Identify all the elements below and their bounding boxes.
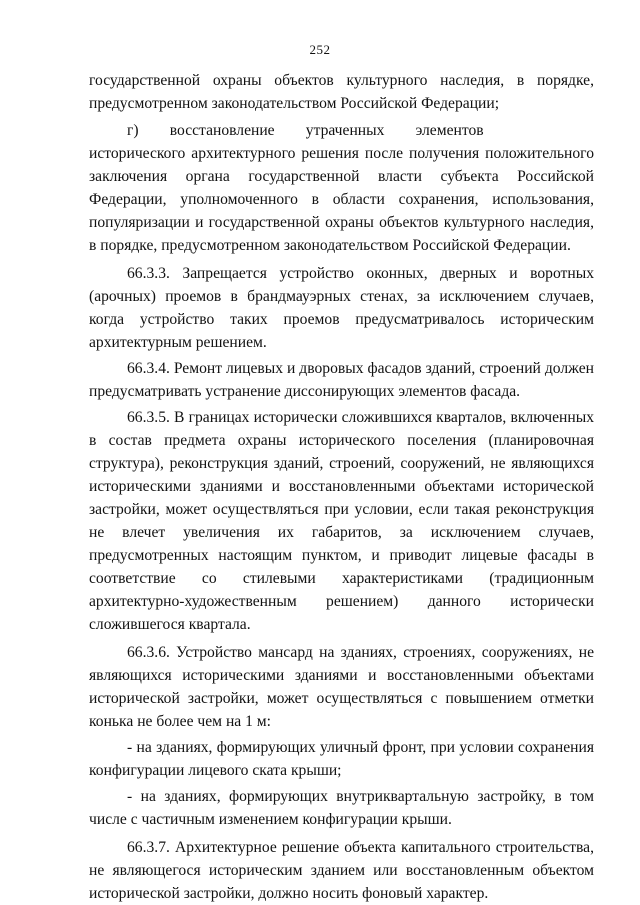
paragraph-66-3-5: 66.3.5. В границах исторически сложившихся кварталов, включенных в состав предмета охраны исторического поселения (планировочная структура), реконструкция зданий, строений, сооружений, не являющихся историческими зданиями и восстановленными объектами исторической застройки, может осуществляться при условии, если такая реконструкция не влечет увеличения их габаритов, за исключением случаев, предусмотренных настоящим пунктом, и приводит лицевые фасады в соответствие со стилевыми характеристиками (традиционным архитектурно-художественным решением) данного исторически сложившегося квартала. [89,409,594,633]
paragraph-66-3-3: 66.3.3. Запрещается устройство оконных, дверных и воротных (арочных) проемов в брандмауэрных стенах, за исключением случаев, когда устройство таких проемов предусматривалось историческим архитектурным решением. [89,265,594,351]
paragraph-continuation: государственной охраны объектов культурного наследия, в порядке, предусмотренном законодательством Российской Федерации; [89,72,594,112]
list-item-inner-block: - на зданиях, формирующих внутриквартальную застройку, в том числе с частичным изменением конфигурации крыши. [89,788,594,828]
paragraph-66-3-4: 66.3.4. Ремонт лицевых и дворовых фасадов зданий, строений должен предусматривать устранение диссонирующих элементов фасада. [89,360,594,400]
paragraph-item-g: г) восстановление утраченных элементов исторического архитектурного решения после получения положительного заключения органа государственной власти субъекта Российской Федерации, уполномоченного в области сохранения, использования, популяризации и государственной охраны объектов культурного наследия, в порядке, предусмотренном законодательством Российской Федерации. [89,122,594,254]
page-number: 252 [309,42,331,57]
list-item-street-front: - на зданиях, формирующих уличный фронт, при условии сохранения конфигурации лицевого ската крыши; [89,739,594,779]
document-body [89,69,594,905]
paragraph-66-3-6: 66.3.6. Устройство мансард на зданиях, строениях, сооружениях, не являющихся историческими зданиями и восстановленными объектами исторической застройки, может осуществляться с повышением отметки конька не более чем на 1 м: [89,644,594,730]
paragraph-66-3-7: 66.3.7. Архитектурное решение объекта капитального строительства, не являющегося историческим зданием или восстановленным объектом исторической застройки, должно носить фоновый характер. [89,839,594,902]
